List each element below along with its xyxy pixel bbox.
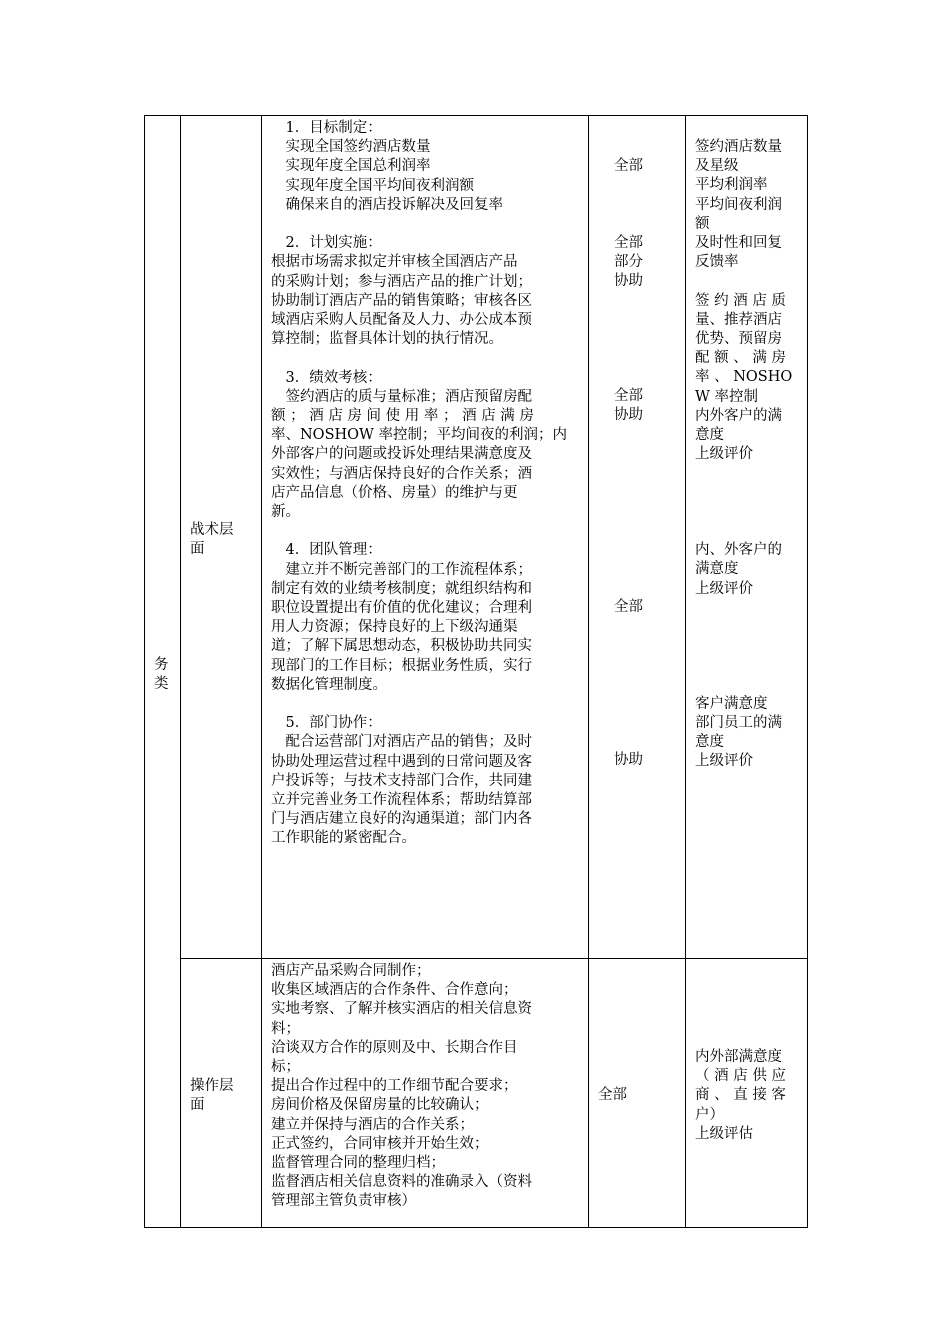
level-label: 面 xyxy=(190,1097,205,1113)
authority-label: 全部 xyxy=(614,388,643,404)
column-divider xyxy=(588,115,589,1228)
column-divider xyxy=(180,115,181,1228)
table-bottom-border xyxy=(144,1227,808,1228)
authority-label: 全部 xyxy=(614,599,643,615)
level-label: 面 xyxy=(190,541,205,557)
tactical-measures: 签约酒店数量 及星级 平均利润率 平均间夜利润 额 及时性和回复 反馈率 签 约 酒 店 质 量、推荐酒店 优势、预留房 配 额 、 满 房 率 、 NOSHO W 率控制 内外客户的满 意度 上级评价 内、外客户的 满意度 上级评价 客户满意度 部门员工的满 意度 上级评价 xyxy=(695,139,793,770)
authority-label: 协助 xyxy=(614,752,643,768)
column-divider xyxy=(685,115,686,1228)
table-left-border xyxy=(144,115,145,1228)
category-label: 务 xyxy=(154,657,169,673)
operational-content: 酒店产品采购合同制作； 收集区域酒店的合作条件、合作意向； 实地考察、了解并核实酒店的相关信息资 料； 洽谈双方合作的原则及中、长期合作目 标； 提出合作过程中的工作细节配合要求； 房间价格及保留房量的比较确认； 建立并保持与酒店的合作关系； 正式签约，合同审核并开始生效； 监督管理合同的整理归档； 监督酒店相关信息资料的准确录入（资料 管理部主管负责审核） xyxy=(271,963,532,1210)
authority-label: 全部 xyxy=(614,235,643,251)
operational-measures: 内外部满意度 （ 酒 店 供 应 商 、 直 接 客 户） 上级评估 xyxy=(695,1049,786,1142)
authority-label: 全部 xyxy=(598,1087,627,1103)
table-right-border xyxy=(807,115,808,1228)
authority-label: 协助 xyxy=(614,273,643,289)
authority-label: 协助 xyxy=(614,407,643,423)
authority-label: 全部 xyxy=(614,158,643,174)
row-divider xyxy=(180,958,808,959)
level-label: 战术层 xyxy=(190,522,234,538)
table-top-border xyxy=(144,115,808,116)
authority-label: 部分 xyxy=(614,254,643,270)
tactical-content: 1．目标制定： 实现全国签约酒店数量 实现年度全国总利润率 实现年度全国平均间夜利润额 确保来自的酒店投诉解决及回复率 2．计划实施： 根据市场需求拟定并审核全国酒店产品 的采购计划；参与酒店产品的推广计划； 协助制订酒店产品的销售策略；审核各区 域酒店采购人员配备及人力、办公成本预 算控制；监督具体计划的执行情况。 3．绩效考核： 签约酒店的质与量标准；酒店预留房配 额 ； 酒 店 房 间 使 用 率 ； 酒 店 满 房 率、NOSHOW 率控制；平均间夜的利润；内 外部客户的问题或投诉处理结果满意度及 实效性；与酒店保持良好的合作关系；酒 店产品信息（价格、房量）的维护与更 新。 4．团队管理： 建立并不断完善部门的工作流程体系； 制定有效的业绩考核制度；就组织结构和 职位设置提出有价值的优化建议；合理利 用人力资源；保持良好的上下级沟通渠 道；了解下属思想动态，积极协助共同实 现部门的工作目标；根据业务性质，实行 数据化管理制度。 5．部门协作： 配合运营部门对酒店产品的销售；及时 协助处理运营过程中遇到的日常问题及客 户投诉等；与技术支持部门合作，共同建 立并完善业务工作流程体系；帮助结算部 门与酒店建立良好的沟通渠道；部门内各 工作职能的紧密配合。 xyxy=(271,120,568,847)
level-label: 操作层 xyxy=(190,1078,234,1094)
column-divider xyxy=(261,115,262,1228)
category-label: 类 xyxy=(154,676,169,692)
